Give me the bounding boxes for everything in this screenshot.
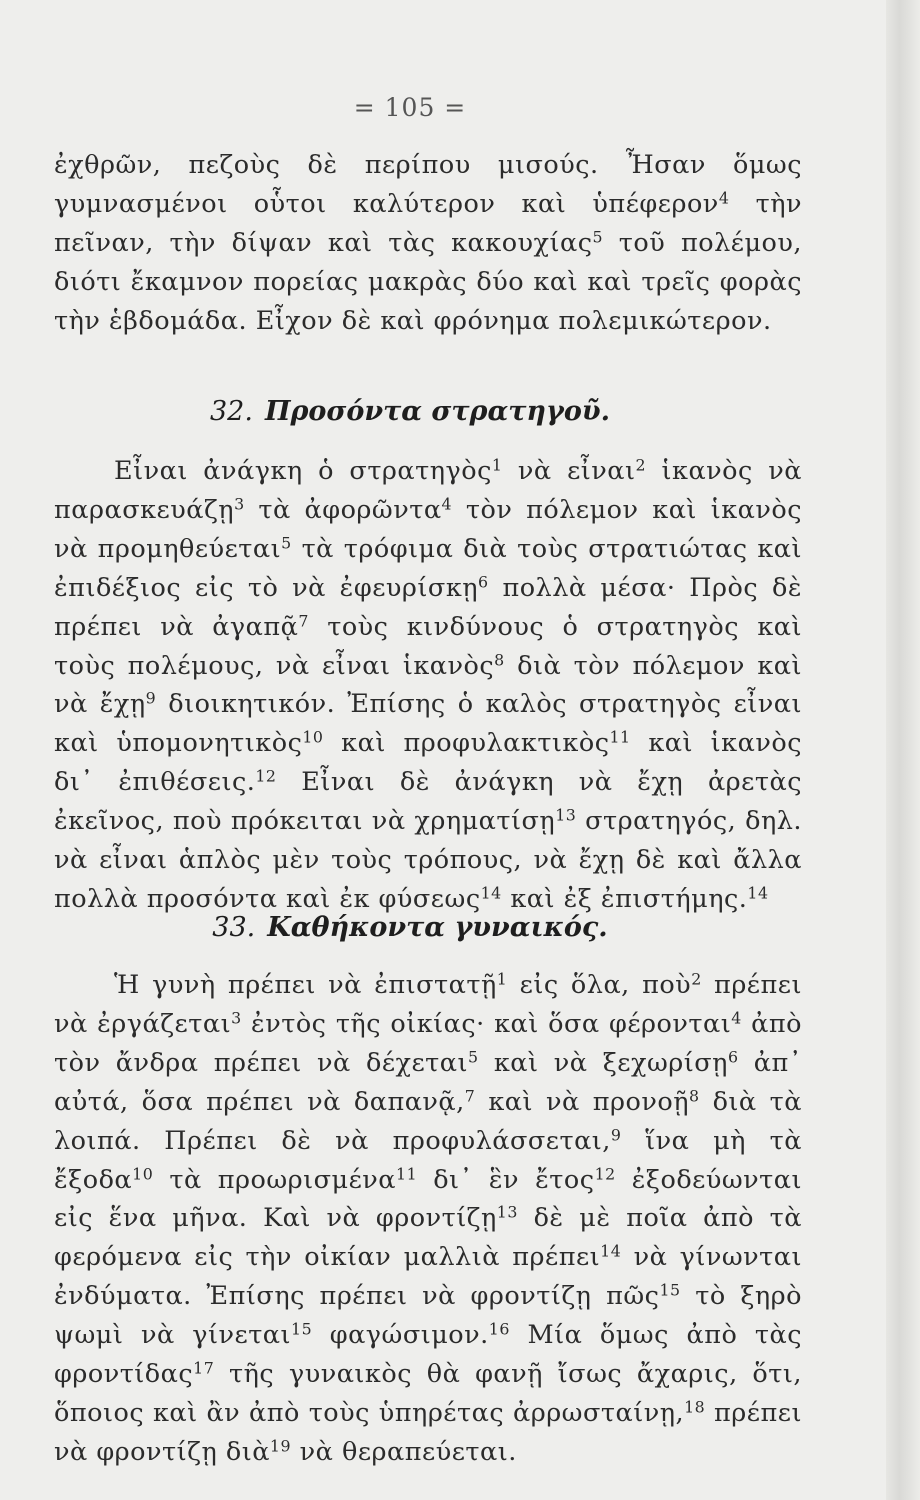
section-33-title: Καθήκοντα γυναικός.	[267, 912, 608, 943]
intro-paragraph	[54, 146, 802, 341]
section-32-title: Προσόντα στρατηγοῦ.	[264, 396, 610, 427]
page-number: = 105 =	[353, 93, 467, 122]
page-edge	[886, 0, 920, 1500]
section-33-paragraph: Ἡ γυνὴ πρέπει νὰ ἐπιστατῇ$^1$ εἰς ὅλα, ποὺ$^2$ πρέπει νὰ ἐργάζεται$^3$ ἐντὸς τῆς οἰκίας· καὶ ὅσα φέρονται$^4$ ἀπὸ τὸν ἄνδρα πρέπει νὰ δέχεται$^5$ καὶ νὰ ξεχωρίσῃ$^6$ ἀπ᾽ αὐτά, ὅσα πρέπει νὰ δαπανᾷ,$^7$ καὶ νὰ προνοῇ$^8$ διὰ τὰ λοιπά. Πρέπει δὲ νὰ προφυλάσσεται,$^9$ ἵνα μὴ τὰ ἔξοδα$^{10}$ τὰ προωρισμένα$^{11}$ δι᾽ ἓν ἔτος$^{12}$ ἐξοδεύωνται εἰς ἕνα μῆνα. Καὶ νὰ φροντίζῃ$^{13}$ δὲ μὲ ποῖα ἀπὸ τὰ φερόμενα εἰς τὴν οἰκίαν μαλλιὰ πρέπει$^{14}$ νὰ γίνωνται ἐνδύματα. Ἐπίσης πρέπει νὰ φροντίζῃ πῶς$^{15}$ τὸ ξηρὸ ψωμὶ νὰ γίνεται$^{15}$ φαγώσιμον.$^{16}$ Μία ὅμως ἀπὸ τὰς φροντίδας$^{17}$ τῆς γυναικὸς θὰ φανῇ ἴσως ἄχαρις, ὅτι, ὅποιος καὶ ἂν ἀπὸ τοὺς ὑπηρέτας ἀρρωσταίνῃ,$^{18}$ πρέπει νὰ φροντίζῃ διὰ$^{19}$ νὰ θεραπεύεται.	[54, 969, 803, 1467]
intro-text: ἐχθρῶν, πεζοὺς δὲ περίπου μισούς. Ἦσαν ὅμως γυμνασμένοι οὗτοι καλύτερον καὶ ὑπέφερον$^4$ τὴν πεῖναν, τὴν δίψαν καὶ τὰς κακουχίας$^5$ τοῦ πολέμου, διότι ἔκαμνον πορείας μακρὰς δύο καὶ καὶ τρεῖς φορὰς τὴν ἑβδομάδα. Εἶχον δὲ καὶ φρόνημα πολεμικώτερον.	[54, 150, 802, 336]
section-33-number: 33.	[212, 912, 256, 943]
section-32-paragraph: Εἶναι ἀνάγκη ὁ στρατηγὸς$^1$ νὰ εἶναι$^2$ ἱκανὸς νὰ παρασκευάζῃ$^3$ τὰ ἀφορῶντα$^4$ τὸν πόλεμον καὶ ἱκανὸς νὰ προμηθεύεται$^5$ τὰ τρόφιμα διὰ τοὺς στρατιώτας καὶ ἐπιδέξιος εἰς τὸ νὰ ἐφευρίσκῃ$^6$ πολλὰ μέσα· Πρὸς δὲ πρέπει νὰ ἀγαπᾷ$^7$ τοὺς κινδύνους ὁ στρατηγὸς καὶ τοὺς πολέμους, νὰ εἶναι ἱκανὸς$^8$ διὰ τὸν πόλεμον καὶ νὰ ἔχῃ$^9$ διοικητικόν. Ἐπίσης ὁ καλὸς στρατηγὸς εἶναι καὶ ὑπομονητικὸς$^{10}$ καὶ προφυλακτικὸς$^{11}$ καὶ ἱκανὸς δι᾽ ἐπιθέσεις.$^{12}$ Εἶναι δὲ ἀνάγκη νὰ ἔχῃ ἀρετὰς ἐκεῖνος, ποὺ πρόκειται νὰ χρηματίσῃ$^{13}$ στρατηγός, δηλ. νὰ εἶναι ἁπλὸς μὲν τοὺς τρόπους, νὰ ἔχῃ δὲ καὶ ἄλλα πολλὰ προσόντα καὶ ἐκ φύσεως$^{14}$ καὶ ἐξ ἐπιστήμης.$^{14}$	[54, 455, 802, 914]
section-32-heading	[0, 396, 820, 427]
section-32-body	[54, 452, 802, 919]
section-33-heading	[0, 912, 820, 943]
section-32-number: 32.	[210, 396, 253, 427]
section-33-body	[54, 966, 802, 1472]
